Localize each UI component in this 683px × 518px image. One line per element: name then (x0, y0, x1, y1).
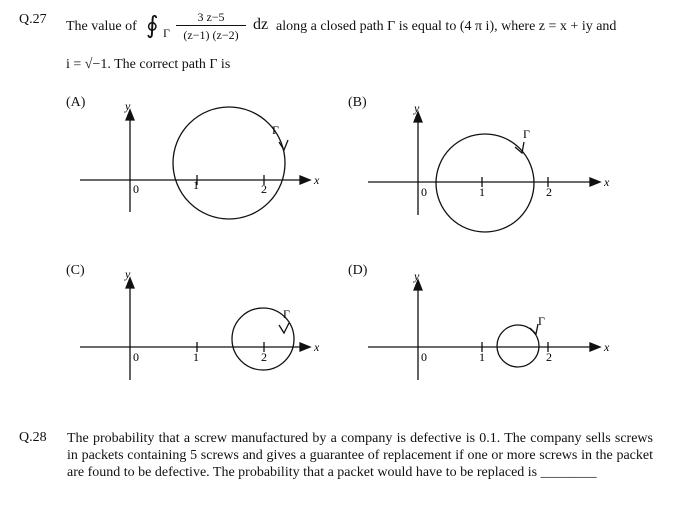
origin-label: 0 (133, 182, 139, 196)
question-number: Q.27 (19, 12, 47, 27)
answer-blank: ________ (540, 465, 597, 480)
option-c-label: (C) (66, 263, 85, 278)
y-label: y (414, 101, 420, 115)
tick-1-label: 1 (193, 178, 199, 192)
tick-1-label: 1 (479, 185, 485, 199)
question-text-end: along a closed path Γ is equal to (4 π i), where z = x + iy and (276, 19, 617, 34)
tick-1-label: 1 (479, 350, 485, 364)
x-axis-arrow (590, 343, 600, 351)
x-label: x (314, 340, 320, 354)
x-label: x (604, 175, 610, 189)
dz-symbol: dz (253, 16, 269, 33)
question-text-line2: i = √−1. The correct path Γ is (66, 57, 231, 72)
option-d-label: (D) (348, 263, 368, 278)
path-direction-arrow (530, 324, 538, 334)
y-label: y (125, 267, 131, 281)
question-text (67, 430, 653, 481)
fraction-denominator: (z−1) (z−2) (183, 28, 239, 42)
option-b-label: (B) (348, 95, 367, 110)
gamma-label: Γ (283, 307, 290, 321)
question-text-start: The value of (66, 19, 137, 34)
contour-integral-symbol: ∮ (146, 13, 159, 39)
tick-2-label: 2 (261, 182, 267, 196)
tick-2-label: 2 (546, 350, 552, 364)
origin-label: 0 (421, 350, 427, 364)
gamma-label: Γ (538, 314, 545, 328)
gamma-label: Γ (523, 127, 530, 141)
tick-1-label: 1 (193, 350, 199, 364)
y-label: y (414, 269, 420, 283)
fraction-numerator: 3 z−5 (197, 10, 225, 24)
origin-label: 0 (133, 350, 139, 364)
y-label: y (125, 99, 131, 113)
integral-subscript: Γ (163, 26, 170, 40)
question-number: Q.28 (19, 430, 47, 445)
tick-2-label: 2 (546, 185, 552, 199)
question-body: The probability that a screw manufactured by a company is defective is 0.1. The company sells screws in packets containing 5 screws and gives a guarantee of replacement if one or more screws in the packet are found to be defective. The probability that a packet would have to be replaced is (67, 431, 653, 480)
x-label: x (604, 340, 610, 354)
origin-label: 0 (421, 185, 427, 199)
gamma-label: Γ (272, 123, 279, 137)
tick-2-label: 2 (261, 350, 267, 364)
x-label: x (314, 173, 320, 187)
option-a-label: (A) (66, 95, 86, 110)
